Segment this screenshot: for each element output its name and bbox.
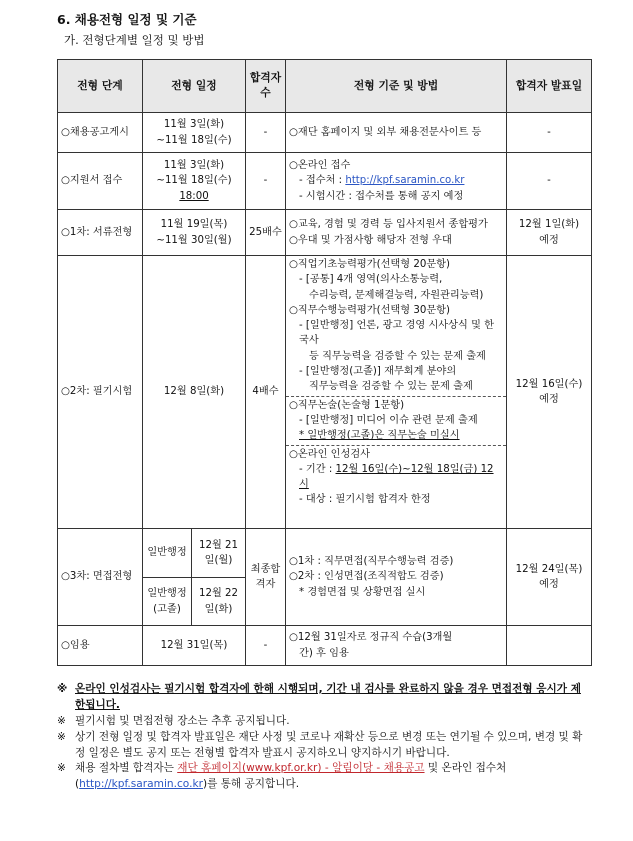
criteria-line: * 일반행정(고졸)은 직무논술 미실시 bbox=[299, 430, 460, 442]
table-row bbox=[58, 626, 592, 666]
header-schedule: 전형 일정 bbox=[143, 60, 246, 113]
criteria-text: - 접수처 : bbox=[299, 175, 346, 187]
pass-count-cell: - bbox=[246, 626, 286, 666]
stage-cell: ○채용공고게시 bbox=[58, 113, 143, 153]
stage-cell: ○임용 bbox=[58, 626, 143, 666]
note-item bbox=[57, 714, 589, 730]
note-item bbox=[57, 682, 589, 714]
criteria-line bbox=[289, 462, 503, 493]
note-mark: ※ bbox=[57, 683, 68, 695]
criteria-line bbox=[289, 173, 503, 188]
table-row bbox=[58, 113, 592, 153]
interview-slot bbox=[143, 578, 245, 625]
interview-date: 12월 21일(월) bbox=[198, 539, 238, 566]
criteria-line: ○온라인 인성검사 bbox=[289, 448, 371, 460]
criteria-cell bbox=[286, 153, 507, 210]
note-text: 온라인 인성검사는 필기시험 합격자에 한해 시행되며, 기간 내 검사를 완료하지 않을 경우 면접전형 응시가 제한됩니다. bbox=[75, 683, 581, 711]
criteria-line: * 경험면접 및 상황면접 실시 bbox=[299, 586, 426, 598]
criteria-line: ○1차 : 직무면접(직무수행능력 검증) bbox=[289, 556, 454, 568]
criteria-line: - 시험시간 : 접수처를 통해 공지 예정 bbox=[299, 190, 464, 202]
application-site-link[interactable]: http://kpf.saramin.co.kr bbox=[345, 175, 465, 187]
announce-line: 예정 bbox=[539, 234, 559, 246]
criteria-line: ○교육, 경험 및 경력 등 입사지원서 종합평가 bbox=[289, 219, 488, 231]
header-criteria: 전형 기준 및 방법 bbox=[286, 60, 507, 113]
criteria-cell bbox=[286, 210, 507, 256]
schedule-cell bbox=[143, 210, 246, 256]
note-mark: ※ bbox=[57, 714, 66, 727]
table-row bbox=[58, 256, 592, 529]
schedule-line: 11월 3일(화) bbox=[163, 119, 225, 131]
announce-line: 12월 24일(목) bbox=[515, 563, 583, 575]
stage-cell: ○2차: 필기시험 bbox=[58, 256, 143, 529]
interview-slot bbox=[143, 529, 245, 578]
announce-cell: - bbox=[507, 113, 592, 153]
note-item bbox=[57, 761, 589, 793]
schedule-line: 11월 19일(목) bbox=[160, 219, 228, 231]
criteria-line: ○12월 31일자로 정규직 수습(3개월 bbox=[289, 632, 453, 644]
interview-group: 일반행정(고졸) bbox=[143, 578, 192, 625]
aptitude-test-block bbox=[286, 256, 506, 396]
announce-cell bbox=[507, 210, 592, 256]
announce-line: 12월 16일(수) bbox=[515, 378, 583, 390]
announce-cell: - bbox=[507, 153, 592, 210]
header-stage: 전형 단계 bbox=[58, 60, 143, 113]
announce-line: 예정 bbox=[539, 394, 559, 405]
criteria-line: - [공통] 4개 영역(의사소통능력, bbox=[299, 274, 443, 286]
criteria-line: ○온라인 접수 bbox=[289, 160, 351, 172]
section-title: 6. 채용전형 일정 및 기준 bbox=[57, 12, 197, 27]
criteria-line: 간) 후 임용 bbox=[299, 647, 349, 659]
subsection-title: 가. 전형단계별 일정 및 방법 bbox=[64, 33, 205, 47]
schedule-cell: 12월 31일(목) bbox=[143, 626, 246, 666]
pass-count-cell: - bbox=[246, 153, 286, 210]
homepage-link[interactable]: 재단 홈페이지(www.kpf.or.kr) - 알림이당 - 채용공고 bbox=[177, 762, 425, 775]
schedule-cell bbox=[143, 113, 246, 153]
criteria-cell bbox=[286, 529, 507, 626]
stage-cell: ○1차: 서류전형 bbox=[58, 210, 143, 256]
note-text: 필기시험 및 면접전형 장소는 추후 공지됩니다. bbox=[75, 714, 290, 727]
stage-cell: ○3차: 면접전형 bbox=[58, 529, 143, 626]
announce-line: 예정 bbox=[539, 579, 559, 590]
criteria-line: ○직무논술(논술형 1문항) bbox=[289, 399, 405, 411]
table-header-row bbox=[58, 60, 592, 113]
schedule-line: ~11월 18일(수) bbox=[156, 134, 232, 146]
schedule-line: 11월 3일(화) bbox=[163, 160, 225, 172]
criteria-text: - 기간 : bbox=[299, 463, 336, 475]
schedule-cell: 12월 8일(화) bbox=[143, 256, 246, 529]
notes-section bbox=[57, 682, 589, 793]
criteria-line: - [일반행정] 미디어 이슈 관련 문제 출제 bbox=[299, 414, 478, 426]
schedule-line: 18:00 bbox=[179, 190, 209, 202]
criteria-line: - [일반행정(고졸)] 재무회계 분야의 bbox=[299, 366, 457, 378]
interview-group: 일반행정 bbox=[143, 529, 192, 577]
table-row bbox=[58, 210, 592, 256]
interview-date: 12월 22일(화) bbox=[198, 588, 238, 615]
pass-count-cell: 25배수 bbox=[246, 210, 286, 256]
criteria-line: ○직무수행능력평가(선택형 30문항) bbox=[289, 304, 450, 316]
criteria-line: 직무능력을 검증할 수 있는 문제 출제 bbox=[309, 381, 473, 393]
application-site-link[interactable]: http://kpf.saramin.co.kr bbox=[79, 778, 203, 791]
announce-cell bbox=[507, 626, 592, 666]
criteria-line: - 대상 : 필기시험 합격자 한정 bbox=[299, 494, 431, 506]
schedule-line: ~11월 18일(수) bbox=[156, 175, 232, 187]
note-text: 상기 전형 일정 및 합격자 발표일은 재단 사정 및 코로나 재확산 등으로 변경 또는 연기될 수 있으며, 변경 및 확정 일정은 별도 공지 또는 전형별 합격자 발표시 공지하오니 양지하시기 바랍니다. bbox=[75, 730, 583, 759]
test-period: 12월 16일(수)~12월 18일(금) 12시 bbox=[299, 463, 494, 491]
table-row bbox=[58, 153, 592, 210]
pass-count-cell: 4배수 bbox=[246, 256, 286, 529]
note-text-part: 및 온라인 접수처( bbox=[75, 762, 507, 791]
note-text bbox=[75, 761, 589, 793]
schedule-table bbox=[57, 59, 592, 666]
pass-count-cell: 최종합격자 bbox=[246, 529, 286, 626]
criteria-line: ○직업기초능력평가(선택형 20문항) bbox=[289, 259, 450, 270]
schedule-line: ~11월 30일(월) bbox=[156, 234, 232, 246]
personality-test-block bbox=[286, 445, 506, 509]
announce-cell bbox=[507, 529, 592, 626]
table-row bbox=[58, 529, 592, 626]
note-mark: ※ bbox=[57, 762, 66, 775]
essay-block bbox=[286, 396, 506, 445]
pass-count-cell: - bbox=[246, 113, 286, 153]
announce-cell bbox=[507, 256, 592, 529]
criteria-line: - [일반행정] 언론, 광고 경영 시사상식 및 한국사 bbox=[299, 320, 494, 347]
criteria-line: ○2차 : 인성면접(조직적합도 검증) bbox=[289, 571, 444, 583]
announce-line: 12월 1일(화) bbox=[518, 219, 580, 231]
criteria-line: ○우대 및 가점사항 해당자 전형 우대 bbox=[289, 234, 452, 246]
criteria-cell bbox=[286, 626, 507, 666]
note-text-part: 채용 절차별 합격자는 bbox=[75, 762, 178, 775]
criteria-line: 등 직무능력을 검증할 수 있는 문제 출제 bbox=[309, 350, 486, 362]
note-text-part: )를 통해 공지합니다. bbox=[202, 778, 300, 791]
header-pass-count: 합격자 수 bbox=[246, 60, 286, 113]
note-item bbox=[57, 730, 589, 762]
schedule-cell bbox=[143, 529, 246, 626]
note-mark: ※ bbox=[57, 730, 66, 743]
criteria-cell: ○재단 홈페이지 및 외부 채용전문사이트 등 bbox=[286, 113, 507, 153]
stage-cell: ○지원서 접수 bbox=[58, 153, 143, 210]
criteria-cell bbox=[286, 256, 507, 529]
criteria-line: 수리능력, 문제해결능력, 자원관리능력) bbox=[309, 289, 484, 301]
header-announce: 합격자 발표일 bbox=[507, 60, 592, 113]
schedule-cell bbox=[143, 153, 246, 210]
